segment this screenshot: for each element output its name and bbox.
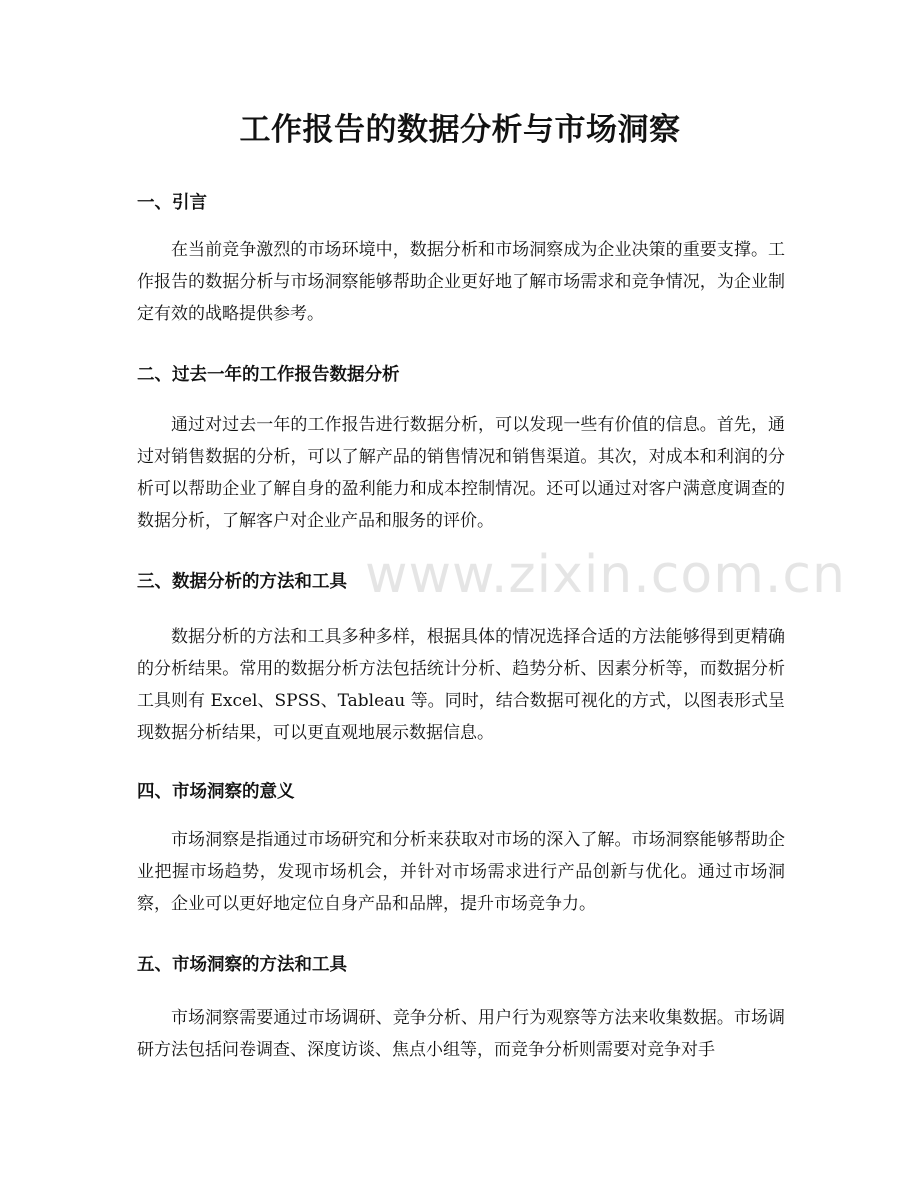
section-heading-methods-tools: 三、数据分析的方法和工具 [137,572,347,592]
section-heading-introduction: 一、引言 [137,193,207,213]
section-heading-annual-analysis: 二、过去一年的工作报告数据分析 [137,365,400,385]
watermark-text: www.zixin.com.cn [365,545,846,605]
section-heading-market-insight-methods: 五、市场洞察的方法和工具 [137,955,347,975]
section-paragraph-market-insight-meaning: 市场洞察是指通过市场研究和分析来获取对市场的深入了解。市场洞察能够帮助企业把握市场趋势，发现市场机会，并针对市场需求进行产品创新与优化。通过市场洞察，企业可以更好地定位自身产品和品牌，提升市场竞争力。 [137,830,785,914]
section-heading-market-insight-meaning: 四、市场洞察的意义 [137,782,295,802]
section-paragraph-methods-tools: 数据分析的方法和工具多种多样，根据具体的情况选择合适的方法能够得到更精确的分析结果。常用的数据分析方法包括统计分析、趋势分析、因素分析等，而数据分析工具则有 Excel、SPSS、Tableau 等。同时，结合数据可视化的方式，以图表形式呈现数据分析结果，可以更直观地展示数据信息。 [137,627,785,743]
section-paragraph-introduction: 在当前竞争激烈的市场环境中，数据分析和市场洞察成为企业决策的重要支撑。工作报告的数据分析与市场洞察能够帮助企业更好地了解市场需求和竞争情况，为企业制定有效的战略提供参考。 [137,240,785,324]
section-paragraph-market-insight-methods: 市场洞察需要通过市场调研、竞争分析、用户行为观察等方法来收集数据。市场调研方法包括问卷调查、深度访谈、焦点小组等，而竞争分析则需要对竞争对手 [137,1008,785,1060]
document-title: 工作报告的数据分析与市场洞察 [239,112,681,148]
section-paragraph-annual-analysis: 通过对过去一年的工作报告进行数据分析，可以发现一些有价值的信息。首先，通过对销售数据的分析，可以了解产品的销售情况和销售渠道。其次，对成本和利润的分析可以帮助企业了解自身的盈利能力和成本控制情况。还可以通过对客户满意度调查的数据分析，了解客户对企业产品和服务的评价。 [137,415,785,531]
